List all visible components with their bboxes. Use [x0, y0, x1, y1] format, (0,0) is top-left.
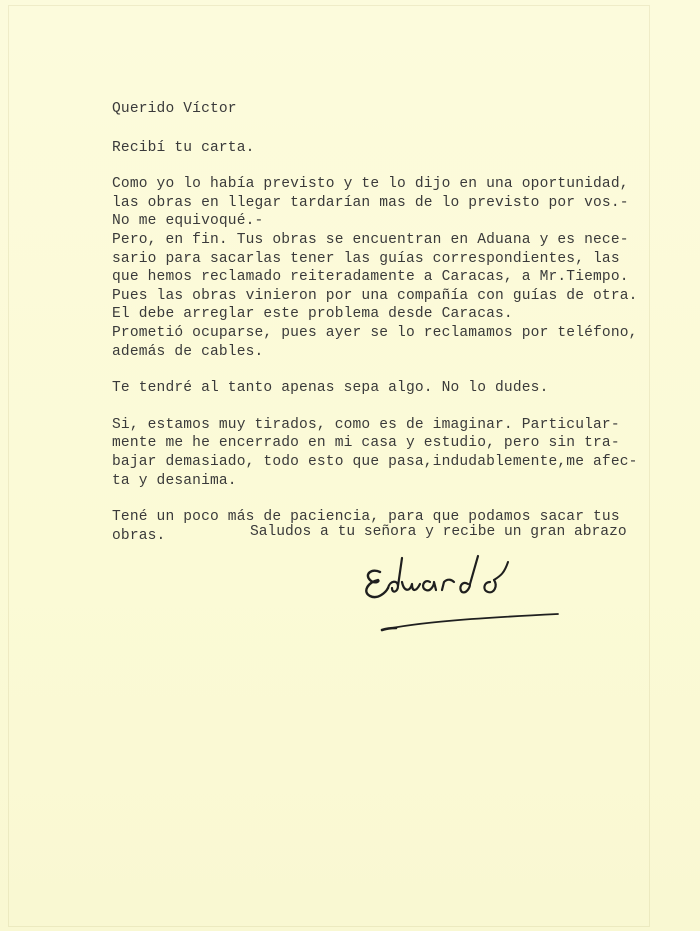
paragraph-line: ta y desanima.	[112, 472, 237, 489]
signature-stroke	[402, 582, 420, 590]
signature-stroke	[366, 571, 388, 597]
paragraph-line: Tené un poco más de paciencia, para que podamos sacar tus	[112, 509, 620, 526]
signature-stroke	[423, 581, 436, 590]
paragraph-line: Si, estamos muy tirados, como es de imaginar. Particular-	[112, 416, 620, 433]
paragraph-line: Prometió ocuparse, pues ayer se lo reclamamos por teléfono,	[112, 324, 638, 341]
paragraph-line: Te tendré al tanto apenas sepa algo. No lo dudes.	[112, 380, 549, 397]
signature-stroke	[494, 562, 508, 580]
signature-stroke	[460, 556, 478, 592]
paragraph-line: que hemos reclamado reiteradamente a Caracas, a Mr.Tiempo.	[112, 269, 629, 286]
paragraph-3	[112, 379, 642, 398]
paragraph-2	[112, 175, 642, 361]
paragraph-line: sario para sacarlas tener las guías correspondientes, las	[112, 250, 620, 267]
paragraph-line: bajar demasiado, todo esto que pasa,indudablemente,me afec-	[112, 453, 638, 470]
salutation: Querido Víctor	[112, 101, 237, 117]
paragraph-line: obras.	[112, 527, 166, 544]
paragraph-line: No me equivoqué.-	[112, 213, 264, 230]
signature-underline	[382, 614, 558, 630]
paragraph-line: Recibí tu carta.	[112, 139, 255, 156]
paragraph-line: Pero, en fin. Tus obras se encuentran en Aduana y es nece-	[112, 231, 629, 248]
paragraph-line: mente me he encerrado en mi casa y estudio, pero sin tra-	[112, 435, 620, 452]
paragraph-line: El debe arreglar este problema desde Caracas.	[112, 306, 513, 323]
paragraph-line: además de cables.	[112, 343, 264, 360]
paragraph-1	[112, 139, 642, 158]
paragraph-line: las obras en llegar tardarían mas de lo previsto por vos.-	[112, 194, 629, 211]
handwritten-signature	[358, 548, 568, 638]
paragraph-line: Como yo lo había previsto y te lo dijo en una oportunidad,	[112, 176, 629, 193]
paragraph-line: Pues las obras vinieron por una compañía con guías de otra.	[112, 287, 638, 304]
paragraph-4	[112, 416, 642, 490]
signature-stroke	[442, 580, 454, 590]
signature-underline	[382, 628, 396, 630]
closing-line: Saludos a tu señora y recibe un gran abrazo	[250, 524, 627, 540]
signature-stroke	[388, 558, 402, 592]
letter-body	[112, 100, 642, 563]
signature-stroke	[484, 580, 495, 592]
